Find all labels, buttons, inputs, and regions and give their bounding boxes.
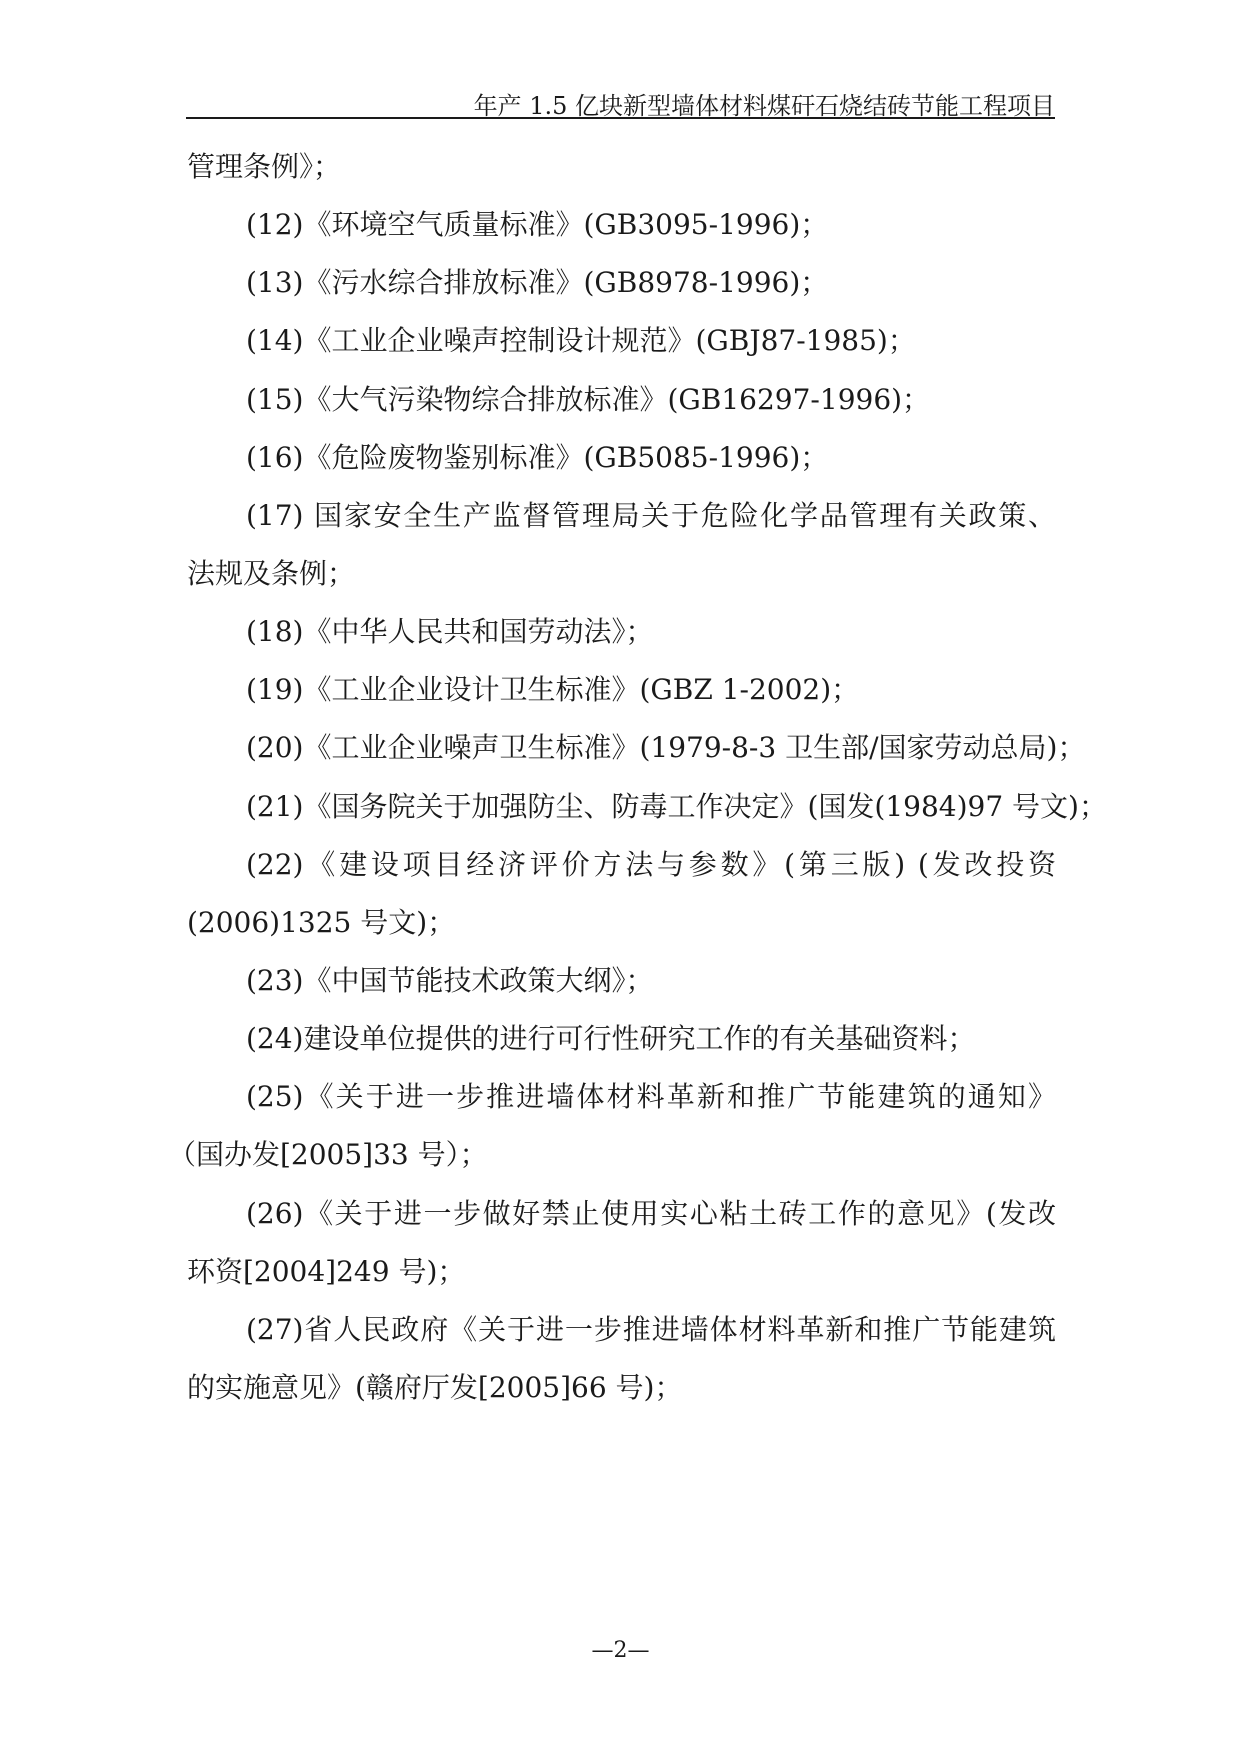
list-item: (23)《中国节能技术政策大纲》； [246,964,654,997]
text-line: 的实施意见》(赣府厅发[2005]66 号)； [187,1371,683,1404]
list-item: (16)《危险废物鉴别标准》(GB5085-1996)； [246,441,829,474]
text-line: (2006)1325 号文)； [187,906,456,939]
list-item: (18)《中华人民共和国劳动法》； [246,615,654,648]
text-line: 管理条例》； [187,150,342,183]
list-item: (22)《建设项目经济评价方法与参数》(第三版) (发改投资 [246,848,1056,881]
list-item: (17) 国家安全生产监督管理局关于危险化学品管理有关政策、 [246,499,1056,532]
running-header: 年产 1.5 亿块新型墙体材料煤矸石烧结砖节能工程项目 [473,92,1055,120]
list-item: (14)《工业企业噪声控制设计规范》(GBJ87-1985)； [246,324,916,357]
list-item: (21)《国务院关于加强防尘、防毒工作决定》(国发(1984)97 号文)； [246,790,1107,823]
list-item: (13)《污水综合排放标准》(GB8978-1996)； [246,266,829,299]
list-item: (24)建设单位提供的进行可行性研究工作的有关基础资料； [246,1022,976,1055]
list-item: (25)《关于进一步推进墙体材料革新和推广节能建筑的通知》 [246,1080,1056,1113]
list-item: (20)《工业企业噪声卫生标准》(1979-8-3 卫生部/国家劳动总局)； [246,731,1086,764]
list-item: (27)省人民政府《关于进一步推进墙体材料革新和推广节能建筑 [246,1313,1056,1346]
list-item: (19)《工业企业设计卫生标准》(GBZ 1-2002)； [246,673,860,706]
text-line: 法规及条例； [187,557,356,590]
text-line: 环资[2004]249 号)； [187,1255,466,1288]
header-rule [186,117,1055,119]
page-number: —2— [591,1638,650,1663]
list-item: (15)《大气污染物综合排放标准》(GB16297-1996)； [246,383,931,416]
text-line: （国办发[2005]33 号）； [168,1138,488,1171]
list-item: (12)《环境空气质量标准》(GB3095-1996)； [246,208,829,241]
list-item: (26)《关于进一步做好禁止使用实心粘土砖工作的意见》(发改 [246,1197,1056,1230]
